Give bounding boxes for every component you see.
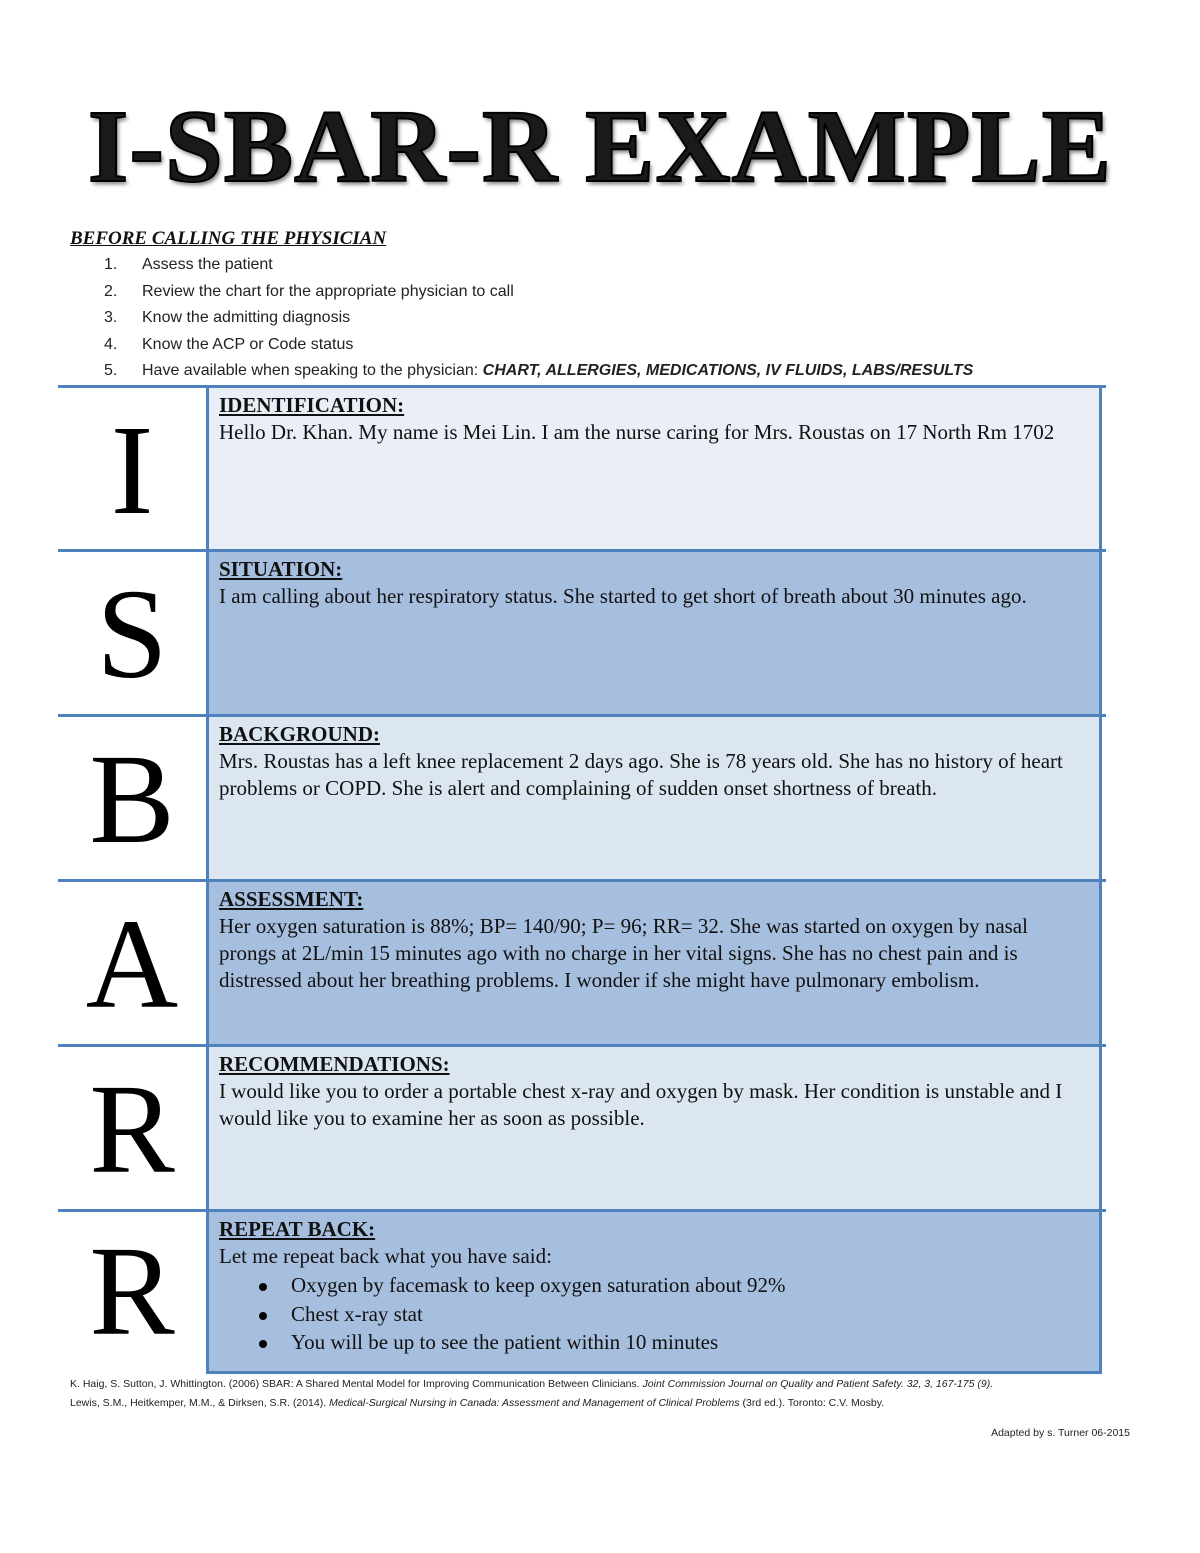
recommendations-cell [206, 1047, 1102, 1211]
section-text: Hello Dr. Khan. My name is Mei Lin. I am the nurse caring for Mrs. Roustas on 17 North Rm 1702 [219, 420, 1055, 444]
list-item: Oxygen by facemask to keep oxygen saturation about 92% [259, 1272, 1089, 1301]
references [70, 1375, 1130, 1413]
identification-cell [206, 388, 1102, 552]
list-item: 4. Know the ACP or Code status [104, 335, 354, 353]
assessment-cell [206, 882, 1102, 1046]
adapted-by-note: Adapted by s. Turner 06-2015 [991, 1427, 1130, 1439]
reference-item: Lewis, S.M., Heitkemper, M.M., & Dirksen, S.R. (2014). Medical-Surgical Nursing in Canada: Assessment and Management of Clinical Problems (3rd ed.). Toronto: C.V. Mosby. [70, 1397, 885, 1409]
background-cell [206, 717, 1102, 881]
section-text: I am calling about her respiratory status. She started to get short of breath about 30 minutes ago. [219, 584, 1027, 608]
section-text: I would like you to order a portable chest x-ray and oxygen by mask. Her condition is unstable and I would like you to examine her as soon as possible. [219, 1079, 1063, 1130]
reference-item: K. Haig, S. Sutton, J. Whittington. (2006) SBAR: A Shared Mental Model for Improving Communication Between Clinicians. Joint Commission Journal on Quality and Patient Safety. 32, 3, 167-175 (9). [70, 1378, 994, 1390]
letter-r: R [58, 1047, 206, 1211]
section-heading: BACKGROUND: [219, 722, 380, 746]
row-repeat-back [58, 1212, 1106, 1371]
letter-a: A [58, 882, 206, 1046]
list-item: 2. Review the chart for the appropriate physician to call [104, 282, 514, 300]
section-heading: REPEAT BACK: [219, 1217, 376, 1241]
section-heading: ASSESSMENT: [219, 887, 364, 911]
list-item: You will be up to see the patient within 10 minutes [259, 1329, 1089, 1358]
row-assessment [58, 882, 1106, 1046]
list-item: Chest x-ray stat [259, 1301, 1089, 1330]
before-calling-heading: BEFORE CALLING THE PHYSICIAN [70, 228, 387, 249]
row-recommendations [58, 1047, 1106, 1211]
isbar-table [58, 385, 1106, 1374]
situation-cell [206, 552, 1102, 716]
repeat-back-list [219, 1272, 1089, 1358]
row-background [58, 717, 1106, 881]
before-calling-steps [104, 256, 973, 389]
letter-i: I [58, 388, 206, 552]
row-situation [58, 552, 1106, 716]
section-heading: IDENTIFICATION: [219, 393, 405, 417]
section-text: Her oxygen saturation is 88%; BP= 140/90; P= 96; RR= 32. She was started on oxygen by nasal prongs at 2L/min 15 minutes ago with no charge in her vital signs. She has no chest pain and is distressed about her breathing problems. I wonder if she might have pulmonary embolism. [219, 914, 1028, 992]
row-identification [58, 388, 1106, 552]
section-text: Let me repeat back what you have said: [219, 1244, 552, 1268]
list-item: 3. Know the admitting diagnosis [104, 309, 351, 326]
section-text: Mrs. Roustas has a left knee replacement 2 days ago. She is 78 years old. She has no history of heart problems or COPD. She is alert and complaining of sudden onset shortness of breath. [219, 749, 1063, 800]
letter-b: B [58, 717, 206, 881]
list-item: 5. Have available when speaking to the physician: CHART, ALLERGIES, MEDICATIONS, IV FLUIDS, LABS/RESULTS [104, 362, 974, 379]
page-title: I-SBAR-R EXAMPLE [87, 89, 1113, 204]
section-heading: RECOMMENDATIONS: [219, 1052, 450, 1076]
repeat-back-cell [206, 1212, 1102, 1371]
section-heading: SITUATION: [219, 557, 343, 581]
list-item: 1. Assess the patient [104, 256, 273, 273]
letter-r: R [58, 1212, 206, 1371]
letter-s: S [58, 552, 206, 716]
